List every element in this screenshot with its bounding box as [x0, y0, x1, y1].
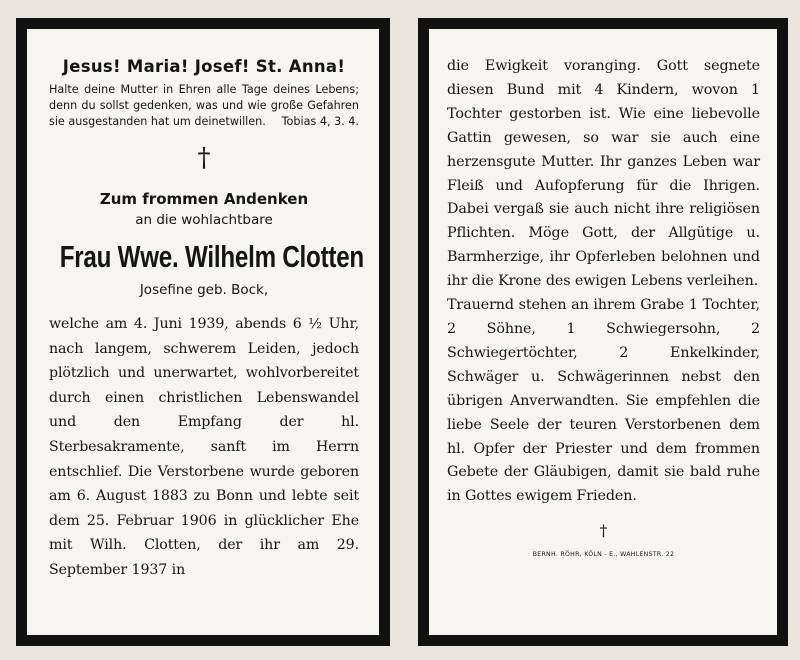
invocation: Jesus! Maria! Josef! St. Anna!	[62, 57, 346, 76]
left-card-inner	[27, 29, 379, 635]
bible-quote	[49, 82, 359, 130]
memorial-intro-subline: an die wohlachtbare	[135, 212, 273, 228]
quote-reference: Tobias 4, 3. 4.	[281, 115, 359, 128]
mourners-text: Trauernd stehen an ihrem Grabe 1 Tochter, 2 Söhne, 1 Schwiegersohn, 2 Schwiegertöchter, 2 Enkelkinder, Schwäger u. Schwägerinnen nebst den übrigen Anverwandten. Sie empfehlen die liebe Seele der teuren Verstorbenen dem hl. Opfer der Priester und dem frommen Gebete der Gläubigen, damit sie bald ruhe in Gottes ewigem Frieden.	[447, 297, 760, 505]
left-card	[16, 18, 390, 646]
right-card	[418, 18, 788, 646]
deceased-name: Frau Wwe. Wilhelm Clotten	[59, 239, 364, 274]
obituary-text-left: welche am 4. Juni 1939, abends 6 ½ Uhr, nach langem, schwerem Leiden, jedoch plötzlich und unerwartet, wohlvorbereitet durch einen christlichen Lebenswandel und den Empfang der hl. Sterbesakramente, sanft im Herrn entschlief. Die Verstorbene wurde geboren am 6. August 1883 zu Bonn und lebte seit dem 25. Februar 1906 in glücklicher Ehe mit Wilh. Clotten, der ihr am 29. September 1937 in	[49, 316, 359, 578]
cross-icon: †	[197, 143, 211, 173]
maiden-name: Josefine geb. Bock,	[139, 282, 269, 298]
quote-text: Halte deine Mutter in Ehren alle Tage deines Lebens; denn du sollst gedenken, was und wie große Gefahren sie ausgestanden hat um deinetwillen.	[49, 83, 359, 128]
memorial-intro: Zum frommen Andenken	[99, 190, 309, 208]
obituary-text-right: die Ewigkeit voranging. Gott segnete diesen Bund mit 4 Kindern, wovon 1 Tochter gestorben ist. Wie eine liebevolle Gattin gewesen, so war sie auch eine herzensgute Mutter. Ihr ganzes Leben war Fleiß und Aufopferung für die Ihrigen. Dabei vergaß sie auch nicht ihre religiösen Pflichten. Möge Gott, der Allgütige u. Barmherzige, ihr Opferleben belohnen und ihr die Krone des ewigen Lebens verleihen.	[447, 58, 760, 290]
small-cross-icon: †	[599, 521, 608, 541]
right-card-inner	[429, 29, 777, 635]
printer-imprint: BERNH. RÖHR, KÖLN - E., WAHLENSTR. 22	[532, 551, 675, 559]
